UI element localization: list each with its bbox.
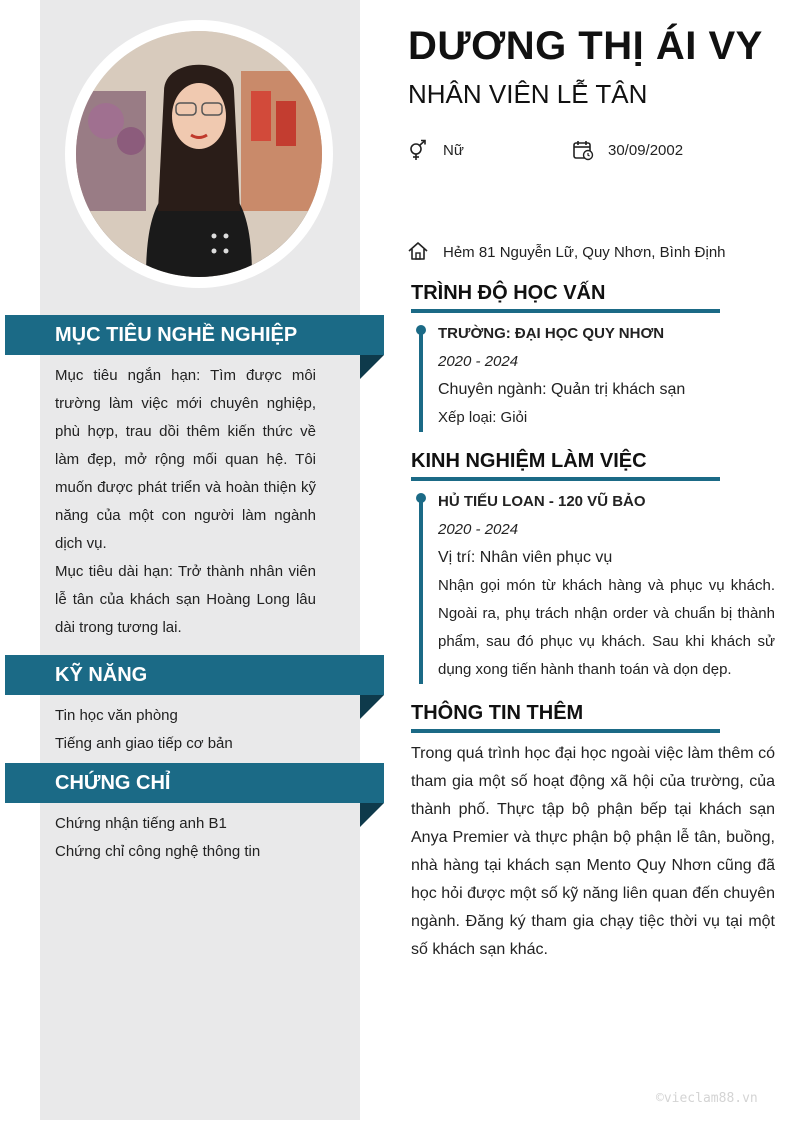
skills-heading: KỸ NĂNG xyxy=(5,655,384,695)
address-value: Hẻm 81 Nguyễn Lữ, Quy Nhơn, Bình Định xyxy=(443,244,726,261)
skills-ribbon-fold xyxy=(360,695,384,719)
education-period: 2020 - 2024 xyxy=(438,353,519,370)
candidate-name: DƯƠNG THỊ ÁI VY xyxy=(408,24,763,68)
additional-info-heading: THÔNG TIN THÊM xyxy=(411,702,720,733)
objective-text xyxy=(55,362,316,642)
certificates-ribbon-fold xyxy=(360,803,384,827)
watermark: ©vieclam88.vn xyxy=(656,1091,758,1106)
certificate-item: Chứng chỉ công nghệ thông tin xyxy=(55,843,261,860)
certificates-heading: CHỨNG CHỈ xyxy=(5,763,384,803)
portrait-illustration xyxy=(76,31,322,277)
long-term-goal: Mục tiêu dài hạn: Trở thành nhân viên lễ tân của khách sạn Hoàng Long lâu dài trong tương lai. xyxy=(55,563,316,636)
experience-period: 2020 - 2024 xyxy=(438,521,519,538)
experience-description: Nhận gọi món từ khách hàng và phục vụ khách. Ngoài ra, phụ trách nhận order và chuẩn bị thành phẩm, sau đó phục vụ khách. Sau khi khách sử dụng xong tiến hành thanh toán và dọn dẹp. xyxy=(438,577,775,678)
additional-info-text: Trong quá trình học đại học ngoài việc làm thêm có tham gia một số hoạt động xã hội của trường, của thành phố. Thực tập bộ phận bếp tại khách sạn Anya Premier và thực phận bộ phận lễ tân, buồng, nhà hàng tại khách sạn Mento Quy Nhơn cũng đã học hỏi được một số kỹ năng liên quan đến chuyên ngành. Đăng ký tham gia chạy tiệc thời vụ tại một số khách sạn khác. xyxy=(411,745,775,958)
gender-icon xyxy=(407,139,429,161)
education-major: Chuyên ngành: Quản trị khách sạn xyxy=(438,381,686,398)
objective-heading: MỤC TIÊU NGHỀ NGHIỆP xyxy=(5,315,384,355)
job-title: NHÂN VIÊN LỄ TÂN xyxy=(408,79,648,109)
experience-heading: KINH NGHIỆM LÀM VIỆC xyxy=(411,450,720,481)
education-timeline xyxy=(419,330,423,432)
short-term-goal: Mục tiêu ngắn hạn: Tìm được môi trường làm việc mới chuyên nghiệp, phù hợp, trau dồi thêm kiến thức về làm đẹp, mở rộng mối quan hệ. Tôi muốn được phát triển và hoàn thiện kỹ năng của một con người làm ngành dịch vụ. xyxy=(55,367,316,552)
certificate-item: Chứng nhận tiếng anh B1 xyxy=(55,815,227,832)
education-timeline-dot xyxy=(416,325,426,335)
birthday-value: 30/09/2002 xyxy=(608,142,684,159)
experience-timeline-dot xyxy=(416,493,426,503)
objective-ribbon-fold xyxy=(360,355,384,379)
home-icon xyxy=(407,240,429,262)
certificates-list xyxy=(55,810,316,866)
calendar-icon xyxy=(572,139,594,161)
experience-timeline xyxy=(419,498,423,684)
profile-photo xyxy=(76,31,322,277)
education-heading: TRÌNH ĐỘ HỌC VẤN xyxy=(411,282,720,313)
experience-position: Vị trí: Nhân viên phục vụ xyxy=(438,549,613,566)
skills-list xyxy=(55,702,316,758)
education-grade: Xếp loại: Giỏi xyxy=(438,409,528,426)
experience-company: HỦ TIẾU LOAN - 120 VŨ BẢO xyxy=(438,493,646,510)
skill-item: Tiếng anh giao tiếp cơ bản xyxy=(55,735,233,752)
gender-value: Nữ xyxy=(443,142,464,159)
education-school: TRƯỜNG: ĐẠI HỌC QUY NHƠN xyxy=(438,325,665,342)
skill-item: Tin học văn phòng xyxy=(55,707,178,724)
